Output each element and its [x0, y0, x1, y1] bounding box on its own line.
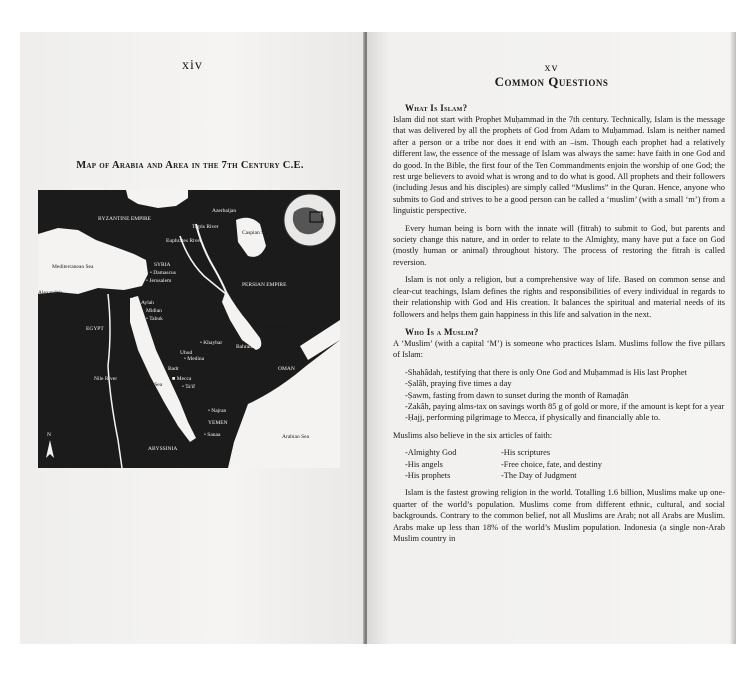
page-number-left: xiv — [182, 58, 203, 73]
label-egypt: EGYPT — [86, 326, 104, 332]
article-item: -Almighty God — [405, 448, 457, 458]
label-midian: Midian — [146, 308, 162, 314]
chapter-title: Common Questions — [494, 74, 609, 89]
label-tabuk: • Tabuk — [146, 316, 163, 322]
pillar-item: -Ṣawm, fasting from dawn to sunset during the month of Ramaḍân — [405, 390, 629, 400]
label-bahrain: Bahrain — [236, 344, 254, 350]
left-page — [20, 32, 365, 644]
heading-who-is-a-muslim: Who Is a Muslim? — [405, 326, 479, 337]
page-number-right: xv — [544, 60, 559, 74]
map-title: Map of Arabia and Area in the 7th Century C.E. — [76, 160, 304, 171]
paragraph-4: A ‘Muslim’ (with a capital ‘M’) is someone who practices Islam. Muslims follow the five pillars of Islam: — [393, 338, 725, 360]
label-sinai: Sinai — [122, 294, 134, 300]
label-medina: • Medina — [184, 356, 205, 362]
label-north: N — [47, 432, 51, 438]
paragraph-5: Muslims also believe in the six articles of faith: — [393, 430, 553, 440]
articles-of-faith — [405, 447, 725, 481]
label-tigris: Tigris River — [192, 224, 219, 230]
article-item: -Free choice, fate, and destiny — [501, 459, 602, 469]
pillar-item: -Shahâdah, testifying that there is only One God and Muḥammad is His last Prophet — [405, 367, 687, 377]
label-jerusalem: • Jerusalem — [146, 278, 172, 284]
label-damascus: • Damascus — [150, 270, 176, 276]
label-mecca: ■ Mecca — [172, 376, 192, 382]
label-arabian-sea: Arabian Sea — [282, 434, 310, 440]
article-item: -His angels — [405, 459, 443, 469]
right-page — [367, 32, 736, 644]
globe-inset — [284, 194, 336, 246]
label-arabian-gulf: Arabian Gulf — [264, 324, 294, 330]
pillars-list — [405, 367, 725, 424]
label-taif: • Ta'if — [182, 384, 195, 390]
label-uhud: Uhud — [180, 350, 193, 356]
pillar-item: -Ṣalâh, praying five times a day — [405, 379, 512, 389]
label-najran: • Najran — [208, 408, 227, 414]
label-euphrates: Euphrates River — [166, 238, 202, 244]
label-mediterranean: Mediterranean Sea — [52, 264, 94, 270]
article-item: -The Day of Judgment — [501, 470, 577, 480]
article-item: -His scriptures — [501, 448, 551, 458]
label-nile: Nile River — [94, 376, 118, 382]
label-syria: SYRIA — [154, 262, 171, 268]
label-badr: Badr — [168, 366, 179, 372]
book-spread — [20, 32, 736, 644]
pillar-item: -Zakâh, paying alms-tax on savings worth 85 g of gold or more, if the amount is kept for a year — [405, 401, 725, 411]
page-body — [393, 102, 725, 550]
paragraph-6: Islam is the fastest growing religion in the world. Totalling 1.6 billion, Muslims make up one-quarter of the world’s population. Muslims come from different ethnic, cultural, and social backgrounds. Contrary to the common belief, not all Muslims are Arab; not all Arabs are Muslim. Arabs make up less than 18% of the world’s Muslim population. Indonesia (a single non-Arab Muslim country in — [393, 488, 725, 543]
label-abyssinia: ABYSSINIA — [148, 446, 178, 452]
label-black-sea: Black Sea — [142, 195, 165, 201]
paragraph-2: Every human being is born with the innate will (fitrah) to submit to God, but parents and society change this nature, and in order to relate to the Almighty, many have put a face on God (mostly human or animal) throughout history. The process of restoring the fitrah is called reversion. — [393, 223, 725, 267]
label-khaybar: • Khaybar — [200, 340, 223, 346]
label-caspian: Caspian Sea — [242, 230, 270, 236]
label-yemen: YEMEN — [208, 420, 228, 426]
label-red-sea: Red Sea — [144, 382, 163, 388]
label-oman: OMAN — [278, 366, 295, 372]
label-sanaa: • Sanaa — [204, 432, 221, 438]
heading-what-is-islam: What Is Islam? — [405, 103, 468, 113]
label-azerbaijan: Azerbaijan — [212, 208, 237, 214]
label-aylah: • Aylah — [138, 300, 154, 306]
arabia-map — [38, 190, 340, 468]
paragraph-3: Islam is not only a religion, but a comprehensive way of life. Based on common sense and clear-cut teachings, Islam defines the rights and responsibilities of every individual in regards to their relationship with God and His creation. It balances the spiritual and material needs of its followers and helps them gain happiness in this life and salvation in the next. — [393, 275, 725, 319]
article-item: -His prophets — [405, 470, 451, 480]
paragraph-1: Islam did not start with Prophet Muḥammad in the 7th century. Technically, Islam is the message that was delivered by all the prophets of God from Adam to Muḥammad. Islam is neither named after a person or a tribe nor does it end with an –ism. Though each prophet had a relatively different law, the essence of the message of Islam was always the same: have faith in one God and do good. In the Bible, the first four of the Ten Commandments enjoin the worship of one God; the rest urge believers to avoid what is wrong and to do what is good. All prophets and their followers (including Jesus and his disciples) are simply called “Muslims” in the Quran. Hence, anyone who submits to God and strives to be a good person can be called a ‘muslim’ (with a small ‘m’) from a linguistic perspective. — [393, 115, 725, 216]
pillar-item: -Ḥajj, performing pilgrimage to Mecca, if physically and financially able to. — [405, 413, 661, 423]
label-alexandria: Alexandria — [38, 290, 63, 296]
label-persian: PERSIAN EMPIRE — [242, 282, 287, 288]
page-edge — [730, 32, 736, 644]
label-byzantine: BYZANTINE EMPIRE — [98, 216, 152, 222]
